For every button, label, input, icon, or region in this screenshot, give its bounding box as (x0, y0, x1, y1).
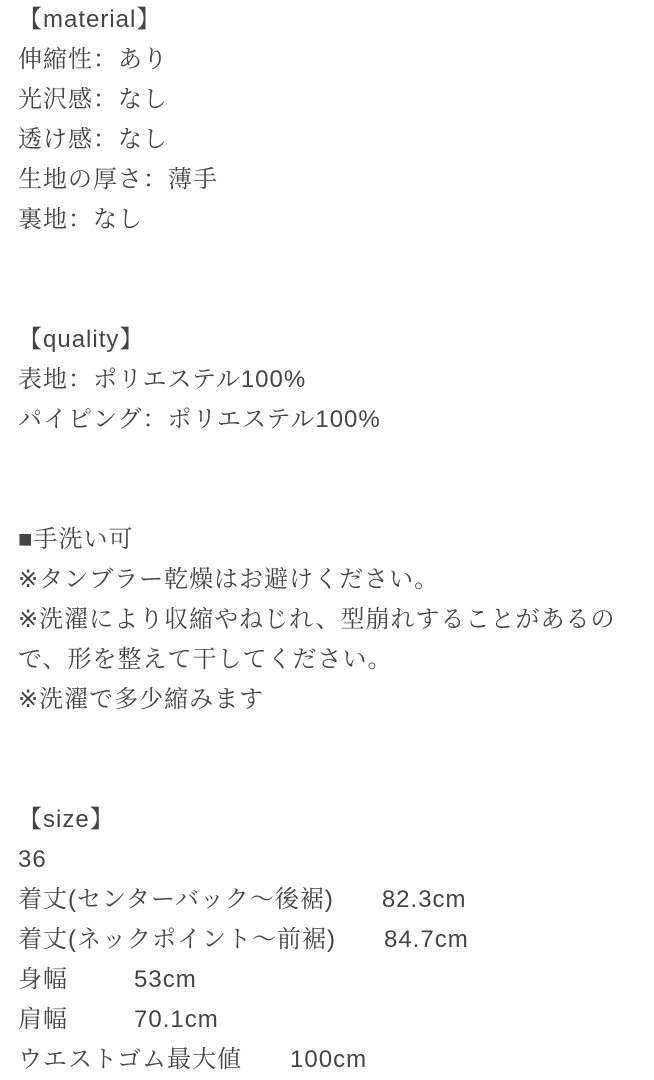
material-spec-lining: 裏地：なし (18, 206, 143, 233)
material-spec-sheerness: 透け感：なし (18, 126, 168, 153)
care-note-tumble-dry: ※タンブラー乾燥はお避けください。 (18, 566, 440, 593)
quality-spec-piping: パイピング：ポリエステル100% (18, 406, 381, 433)
material-heading: 【material】 (18, 6, 162, 33)
size-section (18, 800, 638, 1080)
size-row-value: 100cm (290, 1046, 368, 1073)
material-spec-thickness: 生地の厚さ：薄手 (18, 166, 218, 193)
quality-section (18, 320, 638, 440)
care-note-shrink-shape: ※洗濯により収縮やねじれ、型崩れすることがあるので、形を整えて干してください。 (18, 606, 616, 673)
care-section (18, 520, 638, 720)
size-row-label: 肩幅 (18, 1006, 68, 1033)
size-row-shoulder-width (18, 1000, 638, 1040)
size-row-length-center-back (18, 880, 638, 920)
size-name: 36 (18, 846, 47, 873)
care-handwash-heading: ■手洗い可 (18, 526, 134, 553)
quality-heading: 【quality】 (18, 326, 145, 353)
size-row-waist-elastic-max (18, 1040, 638, 1080)
quality-spec-shell: 表地：ポリエステル100% (18, 366, 307, 393)
size-row-label: 身幅 (18, 966, 68, 993)
size-row-value: 84.7cm (383, 926, 469, 953)
care-note-shrink: ※洗濯で多少縮みます (18, 686, 265, 713)
size-row-label: 着丈(センターバック〜後裾) (18, 886, 334, 913)
size-row-value: 70.1cm (134, 1006, 219, 1033)
material-section (18, 0, 638, 240)
size-row-body-width (18, 960, 638, 1000)
size-heading: 【size】 (18, 806, 115, 833)
material-spec-gloss: 光沢感：なし (18, 86, 168, 113)
material-spec-stretch: 伸縮性：あり (18, 46, 168, 73)
size-row-value: 53cm (134, 966, 197, 993)
size-row-length-neck-point (18, 920, 638, 960)
size-row-value: 82.3cm (381, 886, 467, 913)
size-row-label: 着丈(ネックポイント〜前裾) (18, 926, 336, 953)
size-row-label: ウエストゴム最大値 (18, 1046, 243, 1073)
